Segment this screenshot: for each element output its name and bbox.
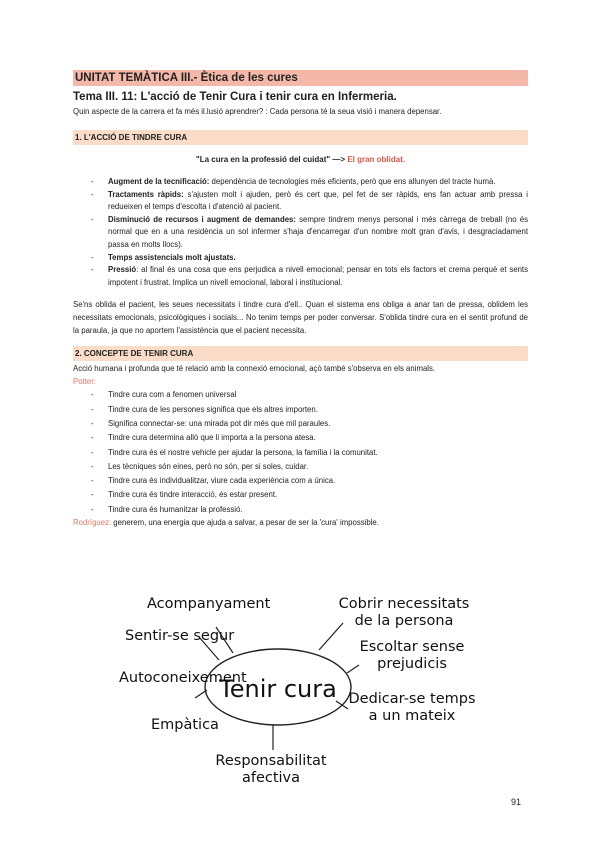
- quote: [73, 155, 528, 164]
- list-item: - Les tècniques són eines, però no són, per si soles, cuidar.: [108, 460, 528, 474]
- rodriguez-label: Rodríguez:: [73, 517, 112, 527]
- node-empatica: Empàtica: [151, 717, 219, 733]
- document-page: [73, 70, 528, 786]
- page-number: 91: [511, 797, 522, 807]
- section-1-header: 1. L'ACCIÓ DE TINDRE CURA: [73, 130, 528, 145]
- node-autoconeixement: Autoconeixement: [119, 670, 247, 686]
- list-item: - Tindre cura és el nostre vehicle per ajudar la persona, la família i la comunitat.: [108, 446, 528, 460]
- node-escoltar-line1: Escoltar sense: [359, 639, 465, 655]
- list-item: - Significa connectar-se: una mirada pot dir més que mil paraules.: [108, 417, 528, 431]
- list-item: [108, 214, 528, 252]
- potter-list: [73, 388, 528, 517]
- item-term: Tractaments ràpids:: [108, 189, 184, 199]
- item-text: : al final és una cosa que ens perjudica a nivell emocional; pensar en tots els factors et crema perquè et sents impotent i frustrat. Implica un nivell emocional, laboral i institucional.: [108, 265, 528, 287]
- spoke-line: [319, 623, 343, 650]
- list-item: - Tindre cura determina allò que li importa a la persona atesa.: [108, 431, 528, 445]
- section-1-paragraph: Se'ns oblida el pacient, les seues necessitats i tindre cura d'ell.. Quan el sistema ens obliga a anar tan de pressa, oblidem les necessitats emocionals, psicològiques i socials... No tenim temps per poder conversar. S'oblida tindre cura en el sentit profund de la paraula, ja que no aportem l'assistència que el pacient necessita.: [73, 300, 528, 335]
- intro-text: Quin aspecte de la carrera et fa més il.lusió aprendrer? : Cada persona té la seua visió i manera depensar.: [73, 107, 442, 116]
- node-responsabilitat-line2: afectiva: [241, 770, 301, 786]
- node-cobrir-line1: Cobrir necessitats: [338, 596, 470, 612]
- node-sentir-se-segur: Sentir-se segur: [125, 628, 235, 644]
- list-item: [108, 189, 528, 214]
- unit-title: UNITAT TEMÀTICA III.- Ètica de les cures: [73, 70, 528, 86]
- node-cobrir-line2: de la persona: [354, 613, 454, 629]
- node-escoltar-line2: prejudicis: [377, 656, 447, 672]
- list-item: - Tindre cura és tindre interacció, és estar present.: [108, 488, 528, 502]
- item-term: Augment de la tecnificació:: [108, 177, 210, 186]
- list-item: [108, 252, 528, 265]
- section-2-header: 2. CONCEPTE DE TENIR CURA: [73, 346, 528, 361]
- rodriguez-text: generem, una energia que ajuda a salvar, a pesar de ser la 'cura' impossible.: [111, 517, 379, 527]
- list-item: - Tindre cura com a fenomen universal: [108, 388, 528, 402]
- center-label: Tenir cura: [219, 675, 337, 703]
- list-item: - Tindre cura de les persones significa que els altres importen.: [108, 403, 528, 417]
- node-dedicar-line2: a un mateix: [368, 708, 456, 724]
- spoke-line: [347, 665, 359, 673]
- item-term: Pressió: [108, 265, 137, 275]
- quote-main: "La cura en la professió del cuidat" —>: [195, 155, 348, 164]
- item-term: Disminució de recursos i augment de demandes:: [108, 214, 296, 224]
- node-responsabilitat-line1: Responsabilitat: [215, 753, 327, 769]
- tenir-cura-diagram: [73, 590, 528, 790]
- section-2-intro: Acció humana i profunda que té relació amb la connexió emocional, açò també s'observa en els animals.: [73, 364, 436, 374]
- node-acompanyament: Acompanyament: [147, 596, 271, 612]
- rodriguez-line: [73, 517, 528, 530]
- item-term: Temps assistencials molt ajustats.: [108, 252, 236, 262]
- node-dedicar-line1: Dedicar-se temps: [348, 691, 476, 707]
- quote-highlight: El gran oblidat.: [347, 155, 406, 164]
- item-text: sempre tindrem menys personal i més càrrega de treball (no és normal que en a una residència un sol infermer s'haja d'encarregar d'un nombre molt gran d'avis, i desgraciadament passa en molts llocs).: [108, 214, 528, 249]
- list-item: - Tindre cura és humanitzar la professió.: [108, 503, 528, 517]
- tema-title: Tema III. 11: L'acció de Tenir Cura i tenir cura en Infermeria.: [73, 91, 397, 103]
- list-item: - Tindre cura és individualitzar, viure cada experiència com a única.: [108, 474, 528, 488]
- list-item: [108, 264, 528, 289]
- list-item: [108, 176, 528, 189]
- potter-label: Potter:: [73, 376, 96, 386]
- item-text: s'ajusten molt i ajuden, però és cert que, pel fet de ser ràpids, ens fan actuar amb pressa i redueixen el temps d'escolta i d'atenció al pacient.: [108, 189, 528, 212]
- item-text: dependència de tecnologies més eficients, però que ens allunyen del tracte humà.: [209, 177, 496, 186]
- causes-list: [73, 176, 528, 289]
